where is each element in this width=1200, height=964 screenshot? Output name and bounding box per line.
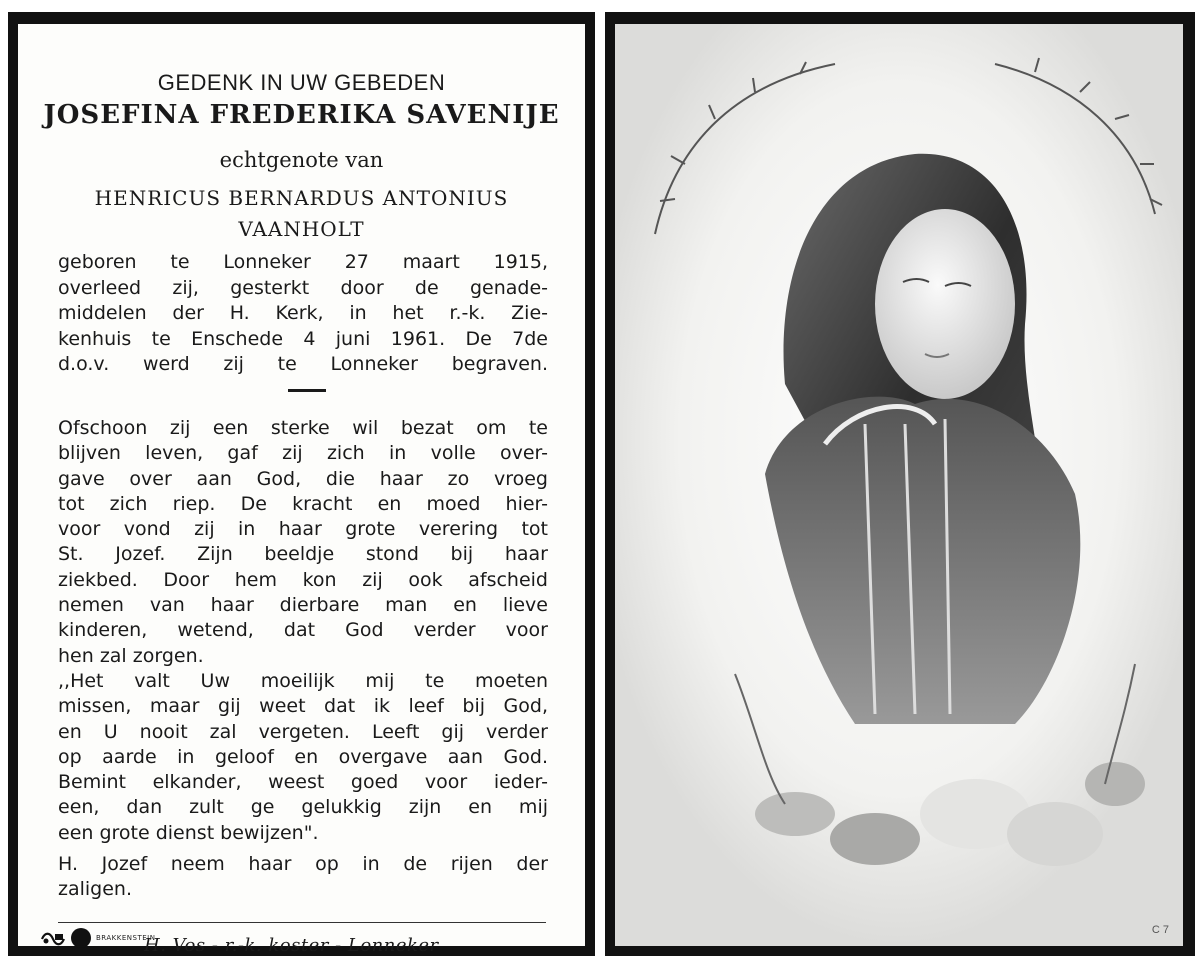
text-line: tot zich riep. De kracht en moed hier- — [58, 492, 548, 515]
text-line: ,,Het valt Uw moeilijk mij te moeten — [58, 669, 548, 692]
text-line: een grote dienst bewijzen". — [58, 821, 319, 844]
memorial-card-image — [605, 12, 1195, 956]
footer-rule — [58, 922, 546, 923]
bio-line: geboren te Lonneker 27 maart 1915, — [58, 251, 548, 273]
bio-line: d.o.v. werd zij te Lonneker begraven. — [58, 353, 548, 375]
spouse-name-line-1: HENRICUS BERNARDUS ANTONIUS — [94, 186, 509, 210]
text-line: Ofschoon zij een sterke wil bezat om te — [58, 417, 548, 439]
text-line: missen, maar gij weet dat ik leef bij God, — [58, 695, 548, 718]
bio-line: kenhuis te Enschede 4 juni 1961. De 7de — [58, 327, 548, 350]
spouse-label: echtgenote van — [219, 148, 384, 172]
text-line: gave over aan God, die haar zo vroeg — [58, 467, 548, 490]
text-line: en U nooit zal vergeten. Leeft gij verder — [58, 720, 548, 743]
text-line: H. Jozef neem haar op in de rijen der — [58, 853, 548, 876]
publisher-seal-icon — [71, 928, 91, 948]
remember-heading: GEDENK IN UW GEBEDEN — [157, 70, 446, 95]
text-line: voor vond zij in haar grote verering tot — [58, 518, 548, 541]
card-text-panel — [18, 24, 585, 956]
text-line: kinderen, wetend, dat God verder voor — [58, 619, 548, 642]
text-line: een, dan zult ge gelukkig zijn en mij — [58, 796, 548, 819]
memorial-card-text — [8, 12, 595, 956]
publisher-name: BRAKKENSTEIN — [96, 934, 156, 942]
printer-credit: H. Vos - r.-k. koster - Lonneker — [144, 935, 439, 956]
text-line: ziekbed. Door hem kon zij ook afscheid — [58, 568, 548, 591]
text-line: St. Jozef. Zijn beeldje stond bij haar — [58, 543, 548, 566]
biography-paragraph — [58, 250, 548, 378]
madonna-picture — [615, 24, 1183, 946]
text-line: nemen van haar dierbare man en lieve — [58, 594, 548, 617]
bio-line: overleed zij, gesterkt door de genade- — [58, 276, 548, 299]
bio-line: middelen der H. Kerk, in het r.-k. Zie- — [58, 302, 548, 324]
section-divider — [288, 389, 326, 392]
text-line: hen zal zorgen. — [58, 644, 204, 667]
spouse-name-line-2: VAANHOLT — [238, 217, 365, 241]
text-line: zaligen. — [58, 878, 133, 901]
printer-logo-icon — [40, 930, 66, 948]
text-line: Bemint elkander, weest goed voor ieder- — [58, 771, 548, 794]
text-line: blijven leven, gaf zij zich in volle over- — [58, 442, 548, 465]
text-line: op aarde in geloof en overgave aan God. — [58, 745, 548, 768]
memorial-text — [58, 416, 548, 903]
card-code: C 7 — [1151, 924, 1169, 936]
madonna-illustration — [615, 24, 1183, 946]
deceased-name: JOSEFINA FREDERIKA SAVENIJE — [43, 100, 560, 130]
